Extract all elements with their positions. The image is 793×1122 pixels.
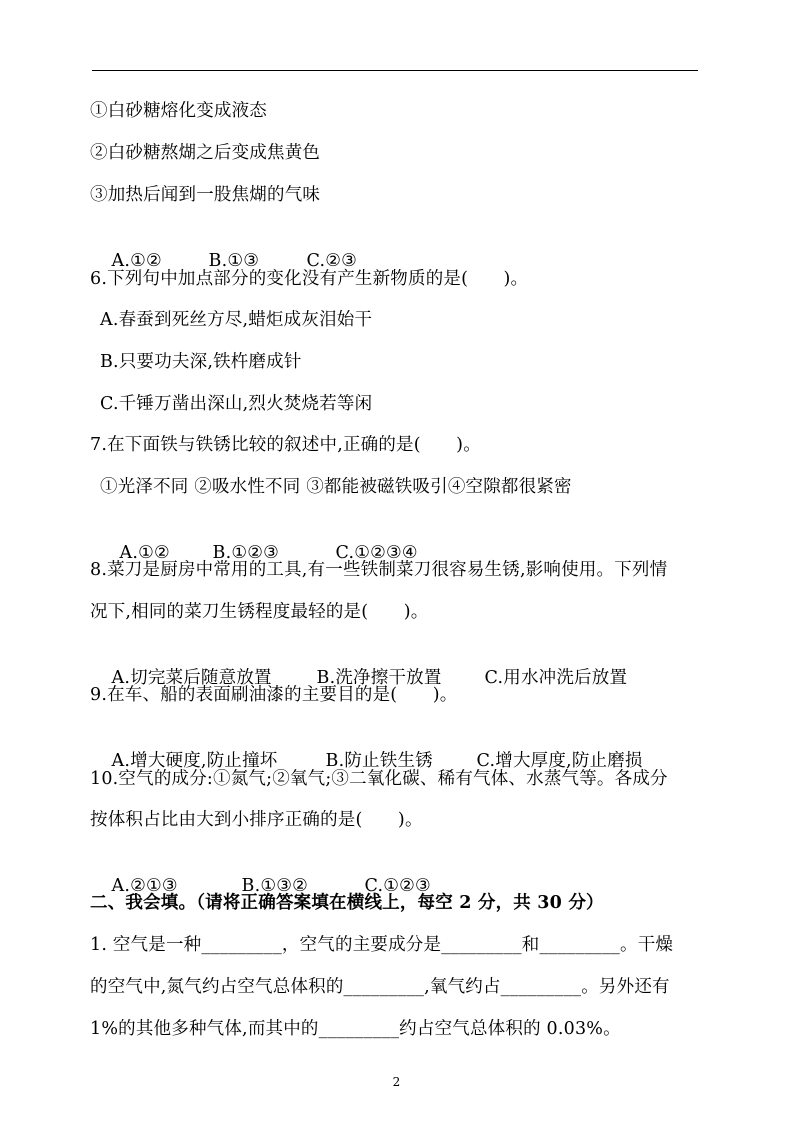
- fill-q1-line2: 的空气中,氮气约占空气总体积的_________,氧气约占_________。另外还有: [90, 977, 670, 997]
- q9-stem: 9.在车、船的表面刷油漆的主要目的是( )。: [90, 685, 458, 705]
- q5-item-3: ③加热后闻到一股焦煳的气味: [90, 185, 321, 205]
- q8-stem-line1: 8.菜刀是厨房中常用的工具,有一些铁制菜刀很容易生锈,影响使用。下列情: [90, 560, 668, 580]
- option-c: C.①②③: [364, 876, 431, 896]
- q6-stem: 6.下列句中加点部分的变化没有产生新物质的是( )。: [90, 269, 529, 289]
- option-a: A.②①③: [111, 876, 178, 896]
- q5-item-1: ①白砂糖熔化变成液态: [90, 101, 267, 121]
- option-b: B.①②③: [212, 543, 280, 563]
- q5-item-2: ②白砂糖熬煳之后变成焦黄色: [90, 143, 321, 163]
- option-b: B.防止铁生锈: [325, 751, 433, 771]
- section-2-title: 二、我会填。（请将正确答案填在横线上，每空 2 分，共 30 分）: [90, 893, 604, 913]
- fill-q1-line3: 1%的其他多种气体,而其中的_________约占空气总体积的 0.03%。: [90, 1019, 621, 1039]
- option-a: A.①②: [111, 251, 162, 271]
- option-c: C.①②③④: [335, 543, 418, 563]
- option-b: B.①③②: [241, 876, 309, 896]
- option-c: C.用水冲洗后放置: [484, 668, 628, 688]
- page-number: 2: [392, 1075, 401, 1089]
- option-c: C.②③: [306, 251, 358, 271]
- q5-options: [100, 225, 357, 273]
- option-a: A.①②: [119, 543, 170, 563]
- q6-option-c: C.千锤万凿出深山,烈火焚烧若等闲: [100, 394, 373, 414]
- q10-stem-line1: 10.空气的成分:①氮气;②氧气;③二氧化碳、稀有气体、水蒸气等。各成分: [90, 769, 668, 789]
- q6-option-b: B.只要功夫深,铁杵磨成针: [100, 352, 302, 372]
- q6-option-a: A.春蚕到死丝方尽,蜡炬成灰泪始干: [100, 310, 373, 330]
- header-rule: [92, 70, 698, 71]
- option-a: A.增大硬度,防止撞坏: [111, 751, 278, 771]
- option-b: B.洗净擦干放置: [316, 668, 442, 688]
- q9-options: [100, 725, 643, 773]
- option-b: B.①③: [208, 251, 260, 271]
- option-a: A.切完菜后随意放置: [111, 668, 272, 688]
- q8-stem-line2: 况下,相同的菜刀生锈程度最轻的是( )。: [90, 602, 429, 622]
- fill-q1-line1: 1. 空气是一种_________，空气的主要成分是_________和_________。干燥: [90, 935, 674, 955]
- q10-stem-line2: 按体积占比由大到小排序正确的是( )。: [90, 810, 423, 830]
- q7-stem: 7.在下面铁与铁锈比较的叙述中,正确的是( )。: [90, 435, 481, 455]
- option-c: C.增大厚度,防止磨损: [476, 751, 643, 771]
- q7-statements: ①光泽不同 ②吸水性不同 ③都能被磁铁吸引④空隙都很紧密: [100, 477, 572, 497]
